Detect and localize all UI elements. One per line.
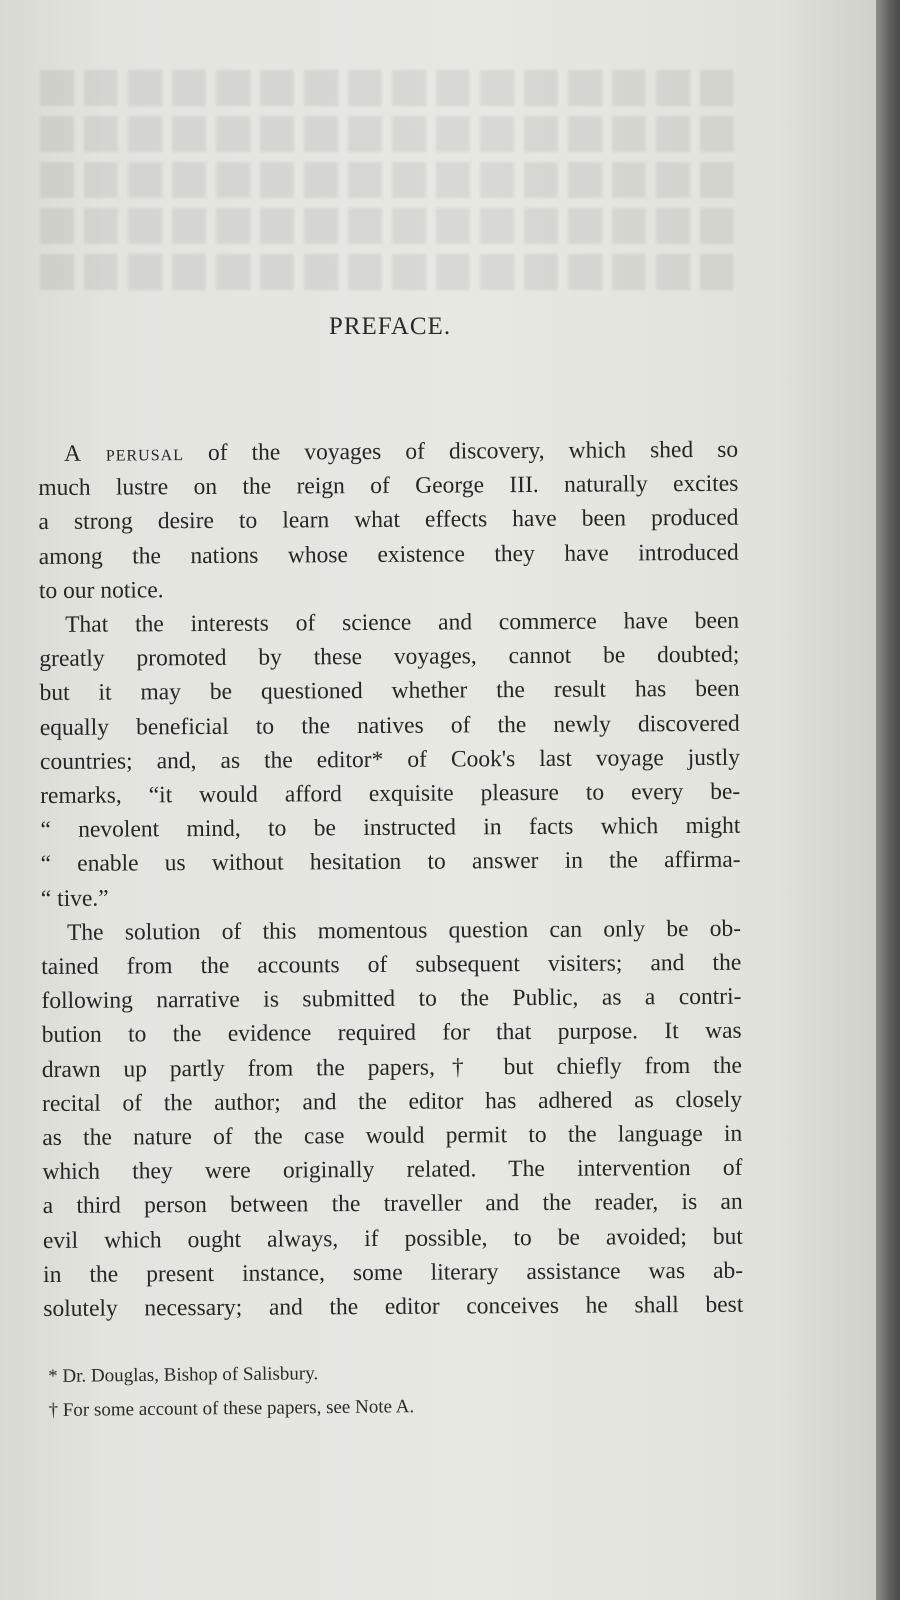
lead-small-caps: A perusal bbox=[64, 440, 185, 467]
paragraph-2-line: “ nevolent mind, to be instructed in facts which might bbox=[40, 812, 741, 844]
paragraph-3-line: a third person between the traveller and the reader, is an bbox=[42, 1189, 743, 1220]
paragraph-3-line: as the nature of the case would permit to the language in bbox=[42, 1120, 743, 1152]
paragraph-2-line: but it may be questioned whether the result has been bbox=[39, 676, 740, 707]
paragraph-3-line: tained from the accounts of subsequent visiters; and the bbox=[41, 949, 742, 981]
footnotes bbox=[48, 1353, 749, 1428]
paragraph-3-line: evil which ought always, if possible, to be avoided; but bbox=[42, 1223, 743, 1254]
paragraph-3-line: which they were originally related. The intervention of bbox=[42, 1154, 743, 1186]
page-edge-shadow bbox=[876, 0, 900, 1600]
paragraph-3-line: in the present instance, some literary assistance was ab- bbox=[43, 1257, 744, 1288]
page-title: PREFACE. bbox=[328, 313, 452, 340]
paragraph-1-line: among the nations whose existence they have introduced bbox=[38, 539, 739, 570]
paragraph-2-line: “ tive.” bbox=[40, 885, 109, 912]
paragraph-2-line: “ enable us without hesitation to answer in the affirma- bbox=[40, 847, 741, 878]
paragraph-2-line: remarks, “it would afford exquisite pleasure to every be- bbox=[40, 778, 741, 810]
footnote-asterisk: * Dr. Douglas, Bishop of Salisbury. bbox=[48, 1363, 319, 1387]
preface-body bbox=[38, 433, 743, 1327]
paragraph-3-line: drawn up partly from the papers,† but chiefly from the bbox=[41, 1052, 742, 1083]
paragraph-1-line: much lustre on the reign of George III. naturally excites bbox=[38, 470, 739, 502]
paragraph-3-line: The solution of this momentous question can only be ob- bbox=[66, 915, 742, 946]
paragraph-3-line: following narrative is submitted to the Public, as a contri- bbox=[41, 983, 742, 1015]
paragraph-1-line: a strong desire to learn what effects have been produced bbox=[38, 505, 739, 536]
paragraph-1-line: to our notice. bbox=[38, 577, 164, 604]
paragraph-2-line: greatly promoted by these voyages, cannot be doubted; bbox=[39, 641, 740, 673]
paragraph-3-line: solutely necessary; and the editor conceives he shall best bbox=[43, 1291, 744, 1323]
footnote-dagger: † For some account of these papers, see Note A. bbox=[48, 1396, 415, 1421]
paragraph-2-line: equally beneficial to the natives of the newly discovered bbox=[39, 710, 740, 741]
paragraph-3-line: recital of the author; and the editor has adhered as closely bbox=[41, 1086, 743, 1117]
paragraph-2-line: countries; and, as the editor* of Cook's last voyage justly bbox=[39, 744, 741, 775]
paragraph-3-line: bution to the evidence required for that purpose. It was bbox=[41, 1018, 742, 1049]
paragraph-2-line: That the interests of science and commerce have been bbox=[65, 607, 740, 638]
paragraph-1-line-1: A perusal of the voyages of discovery, which shed so bbox=[64, 436, 739, 467]
